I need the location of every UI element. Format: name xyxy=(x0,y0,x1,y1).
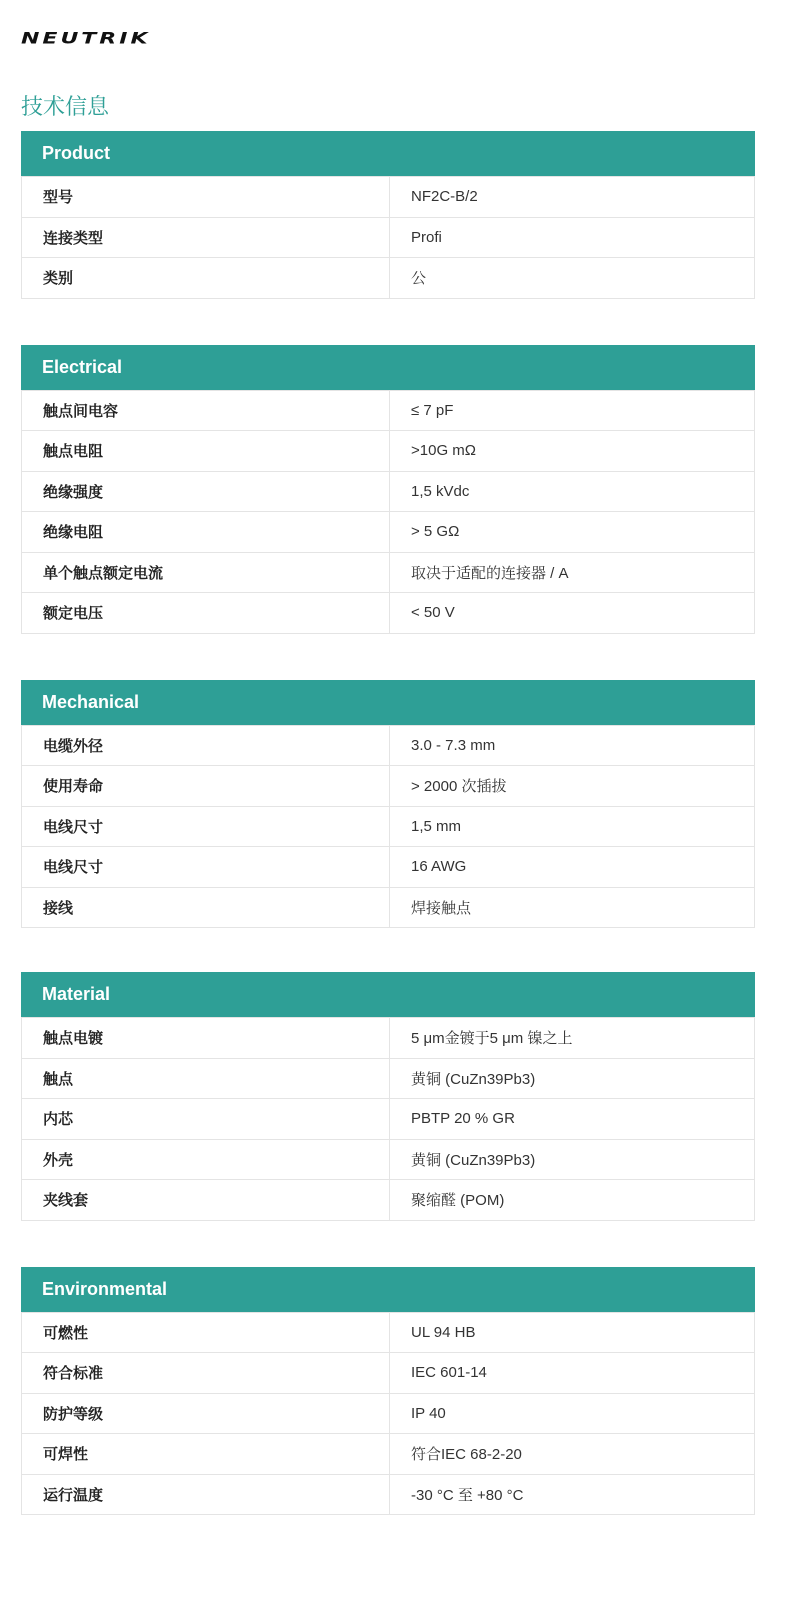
spec-key: 外壳 xyxy=(22,1139,390,1180)
spec-key: 内芯 xyxy=(22,1099,390,1140)
spec-value: UL 94 HB xyxy=(390,1312,755,1353)
spec-key: 触点间电容 xyxy=(22,390,390,431)
spec-key: 触点 xyxy=(22,1058,390,1099)
table-row xyxy=(22,1434,755,1475)
table-row xyxy=(22,725,755,766)
spec-value: > 5 GΩ xyxy=(390,512,755,553)
table-row xyxy=(22,1139,755,1180)
table-row xyxy=(22,887,755,928)
spec-value: < 50 V xyxy=(390,593,755,634)
section-header: Product xyxy=(21,131,755,176)
table-row xyxy=(22,552,755,593)
spec-value: 取决于适配的连接器 / A xyxy=(390,552,755,593)
spec-value: Profi xyxy=(390,217,755,258)
spec-key: 可燃性 xyxy=(22,1312,390,1353)
table-row xyxy=(22,847,755,888)
table-row xyxy=(22,766,755,807)
brand-logo: NEUTRIK xyxy=(21,30,151,48)
spec-value: NF2C-B/2 xyxy=(390,177,755,218)
spec-value: IEC 601-14 xyxy=(390,1353,755,1394)
table-row xyxy=(22,806,755,847)
table-row xyxy=(22,1099,755,1140)
spec-table xyxy=(21,1312,755,1516)
spec-key: 电缆外径 xyxy=(22,725,390,766)
spec-key: 单个触点额定电流 xyxy=(22,552,390,593)
page-title: 技术信息 xyxy=(21,94,110,119)
table-row xyxy=(22,177,755,218)
spec-key: 符合标准 xyxy=(22,1353,390,1394)
spec-key: 绝缘强度 xyxy=(22,471,390,512)
spec-section-mechanical xyxy=(21,680,755,929)
spec-value: 黄铜 (CuZn39Pb3) xyxy=(390,1058,755,1099)
spec-key: 电线尺寸 xyxy=(22,806,390,847)
table-row xyxy=(22,1180,755,1221)
spec-value: 16 AWG xyxy=(390,847,755,888)
spec-value: > 2000 次插拔 xyxy=(390,766,755,807)
spec-table xyxy=(21,1017,755,1221)
spec-key: 型号 xyxy=(22,177,390,218)
spec-value: 5 μm金镀于5 μm 镍之上 xyxy=(390,1018,755,1059)
spec-value: IP 40 xyxy=(390,1393,755,1434)
spec-value: 1,5 mm xyxy=(390,806,755,847)
table-row xyxy=(22,1312,755,1353)
spec-key: 连接类型 xyxy=(22,217,390,258)
spec-key: 触点电镀 xyxy=(22,1018,390,1059)
spec-value: ≤ 7 pF xyxy=(390,390,755,431)
spec-value: 聚缩醛 (POM) xyxy=(390,1180,755,1221)
table-row xyxy=(22,390,755,431)
spec-value: 黄铜 (CuZn39Pb3) xyxy=(390,1139,755,1180)
spec-key: 额定电压 xyxy=(22,593,390,634)
spec-key: 绝缘电阻 xyxy=(22,512,390,553)
spec-value: -30 °C 至 +80 °C xyxy=(390,1474,755,1515)
spec-value: 符合IEC 68-2-20 xyxy=(390,1434,755,1475)
spec-value: 1,5 kVdc xyxy=(390,471,755,512)
spec-table xyxy=(21,176,755,299)
table-row xyxy=(22,431,755,472)
spec-section-product xyxy=(21,131,755,299)
spec-value: PBTP 20 % GR xyxy=(390,1099,755,1140)
table-row xyxy=(22,1393,755,1434)
section-header: Mechanical xyxy=(21,680,755,725)
table-row xyxy=(22,593,755,634)
spec-table xyxy=(21,390,755,634)
spec-table xyxy=(21,725,755,929)
spec-key: 使用寿命 xyxy=(22,766,390,807)
section-header: Electrical xyxy=(21,345,755,390)
spec-value: >10G mΩ xyxy=(390,431,755,472)
spec-key: 运行温度 xyxy=(22,1474,390,1515)
spec-section-electrical xyxy=(21,345,755,634)
spec-sections xyxy=(21,131,755,1515)
spec-section-material xyxy=(21,972,755,1221)
spec-key: 可焊性 xyxy=(22,1434,390,1475)
table-row xyxy=(22,1353,755,1394)
table-row xyxy=(22,1018,755,1059)
spec-key: 接线 xyxy=(22,887,390,928)
spec-key: 触点电阻 xyxy=(22,431,390,472)
spec-value: 焊接触点 xyxy=(390,887,755,928)
section-header: Material xyxy=(21,972,755,1017)
spec-key: 夹线套 xyxy=(22,1180,390,1221)
table-row xyxy=(22,512,755,553)
section-header: Environmental xyxy=(21,1267,755,1312)
spec-section-environmental xyxy=(21,1267,755,1516)
table-row xyxy=(22,1474,755,1515)
spec-key: 电线尺寸 xyxy=(22,847,390,888)
table-row xyxy=(22,1058,755,1099)
table-row xyxy=(22,471,755,512)
table-row xyxy=(22,217,755,258)
spec-key: 防护等级 xyxy=(22,1393,390,1434)
spec-key: 类别 xyxy=(22,258,390,299)
table-row xyxy=(22,258,755,299)
spec-value: 3.0 - 7.3 mm xyxy=(390,725,755,766)
spec-value: 公 xyxy=(390,258,755,299)
